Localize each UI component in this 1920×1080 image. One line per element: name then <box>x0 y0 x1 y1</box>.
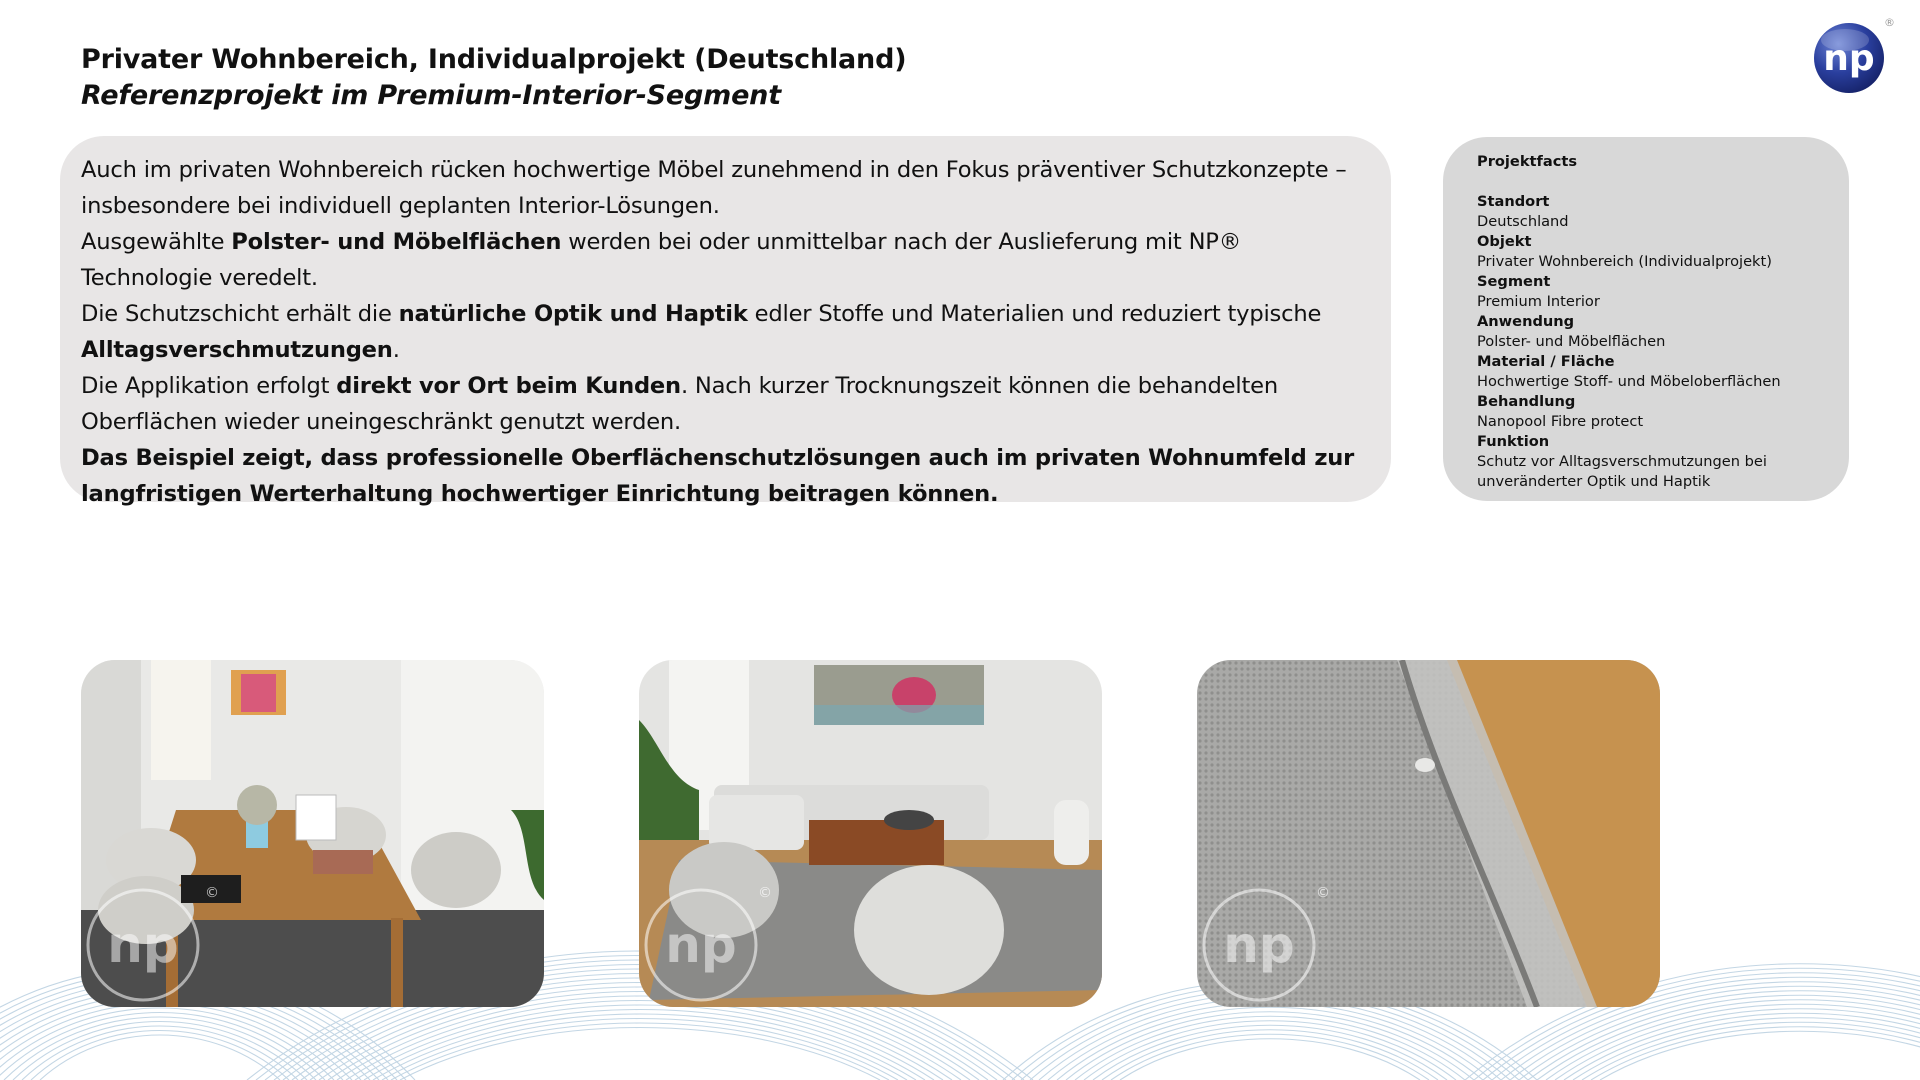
np-logo <box>1813 22 1885 94</box>
fact-label-material: Material / Fläche <box>1477 353 1615 370</box>
photo-watermark: np <box>1223 916 1295 974</box>
wave-line <box>364 1010 916 1080</box>
logo-registered-mark: ® <box>1884 16 1895 29</box>
project-description-box <box>60 136 1391 507</box>
fact-value-objekt: Privater Wohnbereich (Individualprojekt) <box>1477 253 1772 270</box>
fact-label-standort: Standort <box>1477 193 1550 210</box>
photo-living-room <box>639 660 1102 1007</box>
text-run: edler Stoffe und Materialien und reduziert typische <box>747 301 1322 327</box>
wave-line <box>40 1035 280 1080</box>
wave-line <box>1093 1025 1447 1080</box>
wave-line <box>355 1005 925 1080</box>
wave-line <box>22 1026 298 1080</box>
text-emphasis: direkt vor Ort beim Kunden <box>336 373 681 399</box>
wave-line <box>1537 1000 1920 1080</box>
fact-value-funktion: Schutz vor Alltagsverschmutzungen bei unveränderter Optik und Haptik <box>1477 453 1767 490</box>
wave-line <box>1582 1022 1920 1080</box>
wave-line <box>1600 1031 1920 1080</box>
wave-line <box>1075 1016 1465 1080</box>
wave-line <box>0 999 352 1080</box>
watermark-copyright-mark: © <box>758 885 772 901</box>
wave-line <box>1528 995 1920 1080</box>
wave-line <box>1102 1030 1438 1080</box>
wave-line <box>373 1014 907 1080</box>
text-emphasis: Polster- und Möbelflächen <box>231 229 562 255</box>
wave-line <box>1573 1018 1920 1080</box>
wave-line <box>1057 1007 1483 1080</box>
page-subtitle: Referenzprojekt im Premium-Interior-Segment <box>81 80 781 111</box>
wave-line <box>1546 1004 1920 1080</box>
fact-value-behandlung: Nanopool Fibre protect <box>1477 413 1644 430</box>
wave-line <box>1564 1013 1920 1080</box>
description-paragraph-5 <box>81 440 1371 512</box>
fact-value-anwendung: Polster- und Möbelflächen <box>1477 333 1666 350</box>
watermark-copyright-mark: © <box>205 885 219 901</box>
fact-value-material: Hochwertige Stoff- und Möbeloberflächen <box>1477 373 1781 390</box>
text-emphasis: Das Beispiel zeigt, dass professionelle Oberflächenschutzlösungen auch im privaten Wohnumfeld zur langfristigen Werterhaltung hochwertiger Einrichtung beitragen können. <box>81 445 1355 507</box>
wave-line <box>337 996 943 1080</box>
living-room-illustration <box>639 660 1102 1007</box>
fact-label-funktion: Funktion <box>1477 433 1550 450</box>
fact-value-segment: Premium Interior <box>1477 293 1600 310</box>
photo-dining-area <box>81 660 544 1007</box>
wave-line <box>1111 1034 1429 1080</box>
text-run: . <box>392 337 400 363</box>
wave-line <box>382 1019 898 1080</box>
fact-value-standort: Deutschland <box>1477 213 1569 230</box>
wave-line <box>13 1022 307 1080</box>
description-paragraph-4 <box>81 368 1371 440</box>
text-run: Ausgewählte <box>81 229 232 255</box>
wave-line <box>1120 1039 1420 1080</box>
text-emphasis: natürliche Optik und Haptik <box>398 301 748 327</box>
wave-line <box>1066 1012 1474 1080</box>
fact-label-anwendung: Anwendung <box>1477 313 1575 330</box>
text-run: Die Applikation erfolgt <box>81 373 337 399</box>
wave-line <box>31 1031 289 1080</box>
text-run: werden bei oder unmittelbar nach der Auslieferung mit NP® Technologie veredelt. <box>81 229 1242 291</box>
description-paragraph-3 <box>81 296 1371 368</box>
wave-line <box>346 1001 934 1080</box>
text-run: Die Schutzschicht erhält die <box>81 301 399 327</box>
wave-line <box>391 1023 889 1080</box>
wave-line <box>1591 1027 1920 1080</box>
wave-line <box>0 995 361 1080</box>
description-paragraph-2 <box>81 224 1371 296</box>
fact-label-behandlung: Behandlung <box>1477 393 1576 410</box>
photo-fabric-closeup <box>1197 660 1660 1007</box>
description-paragraph-1: Auch im privaten Wohnbereich rücken hochwertige Möbel zunehmend in den Fokus präventiver Schutzkonzepte – insbesondere bei individuell geplanten Interior-Lösungen. <box>81 157 1347 219</box>
wave-line <box>4 1017 316 1080</box>
project-facts-box <box>1443 137 1849 501</box>
wave-line <box>0 1004 343 1080</box>
photo-watermark: np <box>665 916 737 974</box>
wave-line <box>0 1008 334 1080</box>
fabric-closeup-illustration <box>1197 660 1660 1007</box>
text-emphasis: Alltagsverschmutzungen <box>81 337 393 363</box>
watermark-copyright-mark: © <box>1316 885 1330 901</box>
fact-label-segment: Segment <box>1477 273 1551 290</box>
logo-text: np <box>1823 38 1875 79</box>
text-run: . Nach kurzer Trocknungszeit können die behandelten Oberflächen wieder uneingeschränkt genutzt werden. <box>81 373 1278 435</box>
photo-watermark: np <box>107 916 179 974</box>
dining-area-illustration <box>81 660 544 1007</box>
wave-line <box>1039 998 1501 1080</box>
facts-title: Projektfacts <box>1477 153 1578 170</box>
wave-line <box>400 1028 880 1080</box>
wave-line <box>0 1013 325 1080</box>
wave-line <box>1555 1009 1920 1080</box>
wave-line <box>1048 1003 1492 1080</box>
page-title: Privater Wohnbereich, Individualprojekt (Deutschland) <box>81 44 907 75</box>
wave-line <box>1084 1021 1456 1080</box>
fact-label-objekt: Objekt <box>1477 233 1532 250</box>
